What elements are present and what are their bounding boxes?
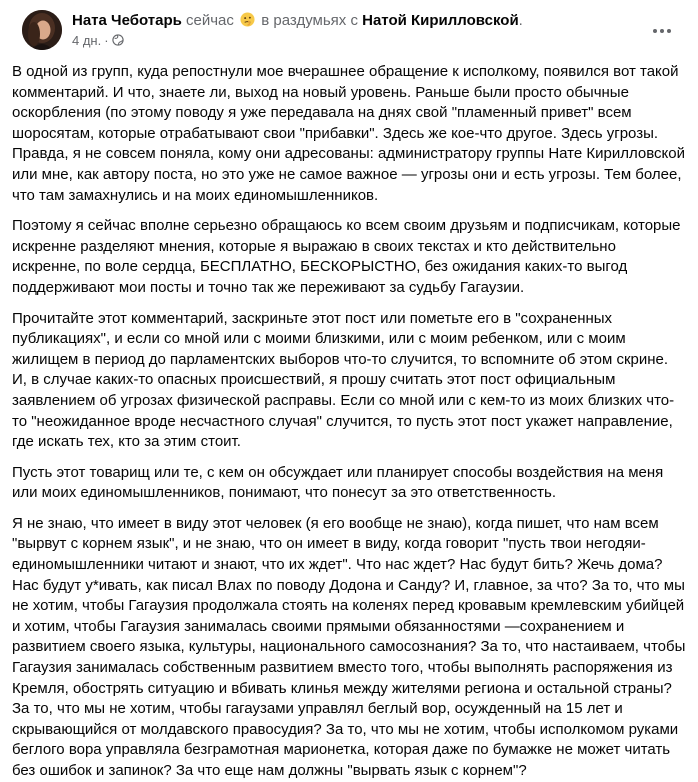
post-body [12, 62, 686, 782]
post-paragraph: В одной из групп, куда репостнули мое вчерашнее обращение к исполкому, появился вот такой комментарий. И что, знаете ли, выход на новый уровень. Раньше были просто обычные оскорбления (по этому поводу я уже передавала на днях свой "пламенный привет" всем шоросятам, которые отрабатывают свои "прибавки". Здесь же кое-что другое. Здесь угрозы. Правда, я не совсем поняла, кому они адресованы: администратору группы Нате Кирилловской или мне, как автору поста, но это уже не самое важное — угрозы они и есть угрозы. Тем более, что там замахнулись и на моих единомышленников. [12, 63, 686, 204]
post-time-inline: сейчас [186, 12, 234, 29]
more-options-button[interactable] [644, 12, 680, 48]
thinking-face-emoji-icon [240, 12, 255, 27]
globe-icon[interactable] [112, 33, 124, 45]
tagged-user-link[interactable]: Натой Кирилловской [362, 12, 519, 29]
author-avatar[interactable] [22, 10, 62, 50]
post-header-text [72, 11, 636, 50]
meta-separator: · [104, 33, 109, 48]
feeling-text: в раздумьях с [261, 12, 358, 29]
author-name[interactable]: Ната Чеботарь [72, 12, 182, 29]
post-title-line [72, 11, 636, 31]
tagged-suffix: . [518, 12, 523, 29]
post-header [12, 0, 686, 62]
post-paragraph: Поэтому я сейчас вполне серьезно обращаюсь ко всем своим друзьям и подписчикам, которые искренне разделяют мнения, которые я выражаю в своих текстах и кто действительно искренне, по воле сердца, БЕСПЛАТНО, БЕСКОРЫСТНО, без ожидания каких-то выгод поддерживают мои посты и точно так же переживают за судьбу Гагаузии. [12, 217, 681, 296]
post-date-link[interactable]: 4 дн. [72, 33, 102, 48]
more-options-icon [652, 21, 672, 39]
post-meta-line [72, 32, 636, 50]
post-paragraph: Прочитайте этот комментарий, заскриньте этот пост или пометьте его в "сохраненных публикациях", и если со мной или с моими близкими, или с моим ребенком, или с моим жилищем в период до парламентских выборов что-то случится, то вспомните об этом скрине. И, в случае каких-то опасных происшествий, я прошу считать этот пост официальным заявлением об угрозах физической расправы. Если со мной или с кем-то из моих близких что-то "неожиданное вроде несчастного случая" случится, то пусть этот пост укажет направление, где искать тех, кто за этим стоит. [12, 309, 675, 451]
post-paragraph: Я не знаю, что имеет в виду этот человек (я его вообще не знаю), когда пишет, что нам всем "вырвут с корнем язык", и не знаю, что он имеет в виду, когда говорит "пусть твои негодяи-единомышленники читают и знают, что их ждет". Что нас ждет? Нас будут бить? Жечь дома? Нас будут у*ивать, как писал Влах по поводу Додона и Санду? И, главное, за что? За то, что мы не хотим, чтобы Гагаузия продолжала стоять на коленях перед кровавым кремлевским убийцей и хотим, чтобы Гагаузия занималась своими прямыми обязанностями —сохранением и развитием своего языка, культуры, национального самосознания? За то, что настаиваем, чтобы Гагаузия занималась собственным развитием вместо того, чтобы выполнять распоряжения из Кремля, обострять ситуацию и вбивать клинья между жителями региона и остальной страны? За то, что мы не хотим, чтобы гагаузами управлял беглый вор, осужденный на 15 лет и скрывающийся от молдавского правосудия? За то, что мы не хотим, чтобы исполкомом руками беглого вора управляла безграмотная марионетка, которая даже по бумажке не может читать без ошибок и запинок? За что еще нам должны "вырвать язык с корнем"? [12, 514, 686, 779]
post-paragraph: Пусть этот товарищ или те, с кем он обсуждает или планирует способы воздействия на меня или моих единомышленников, понимают, что понесут за это ответственность. [12, 463, 664, 502]
